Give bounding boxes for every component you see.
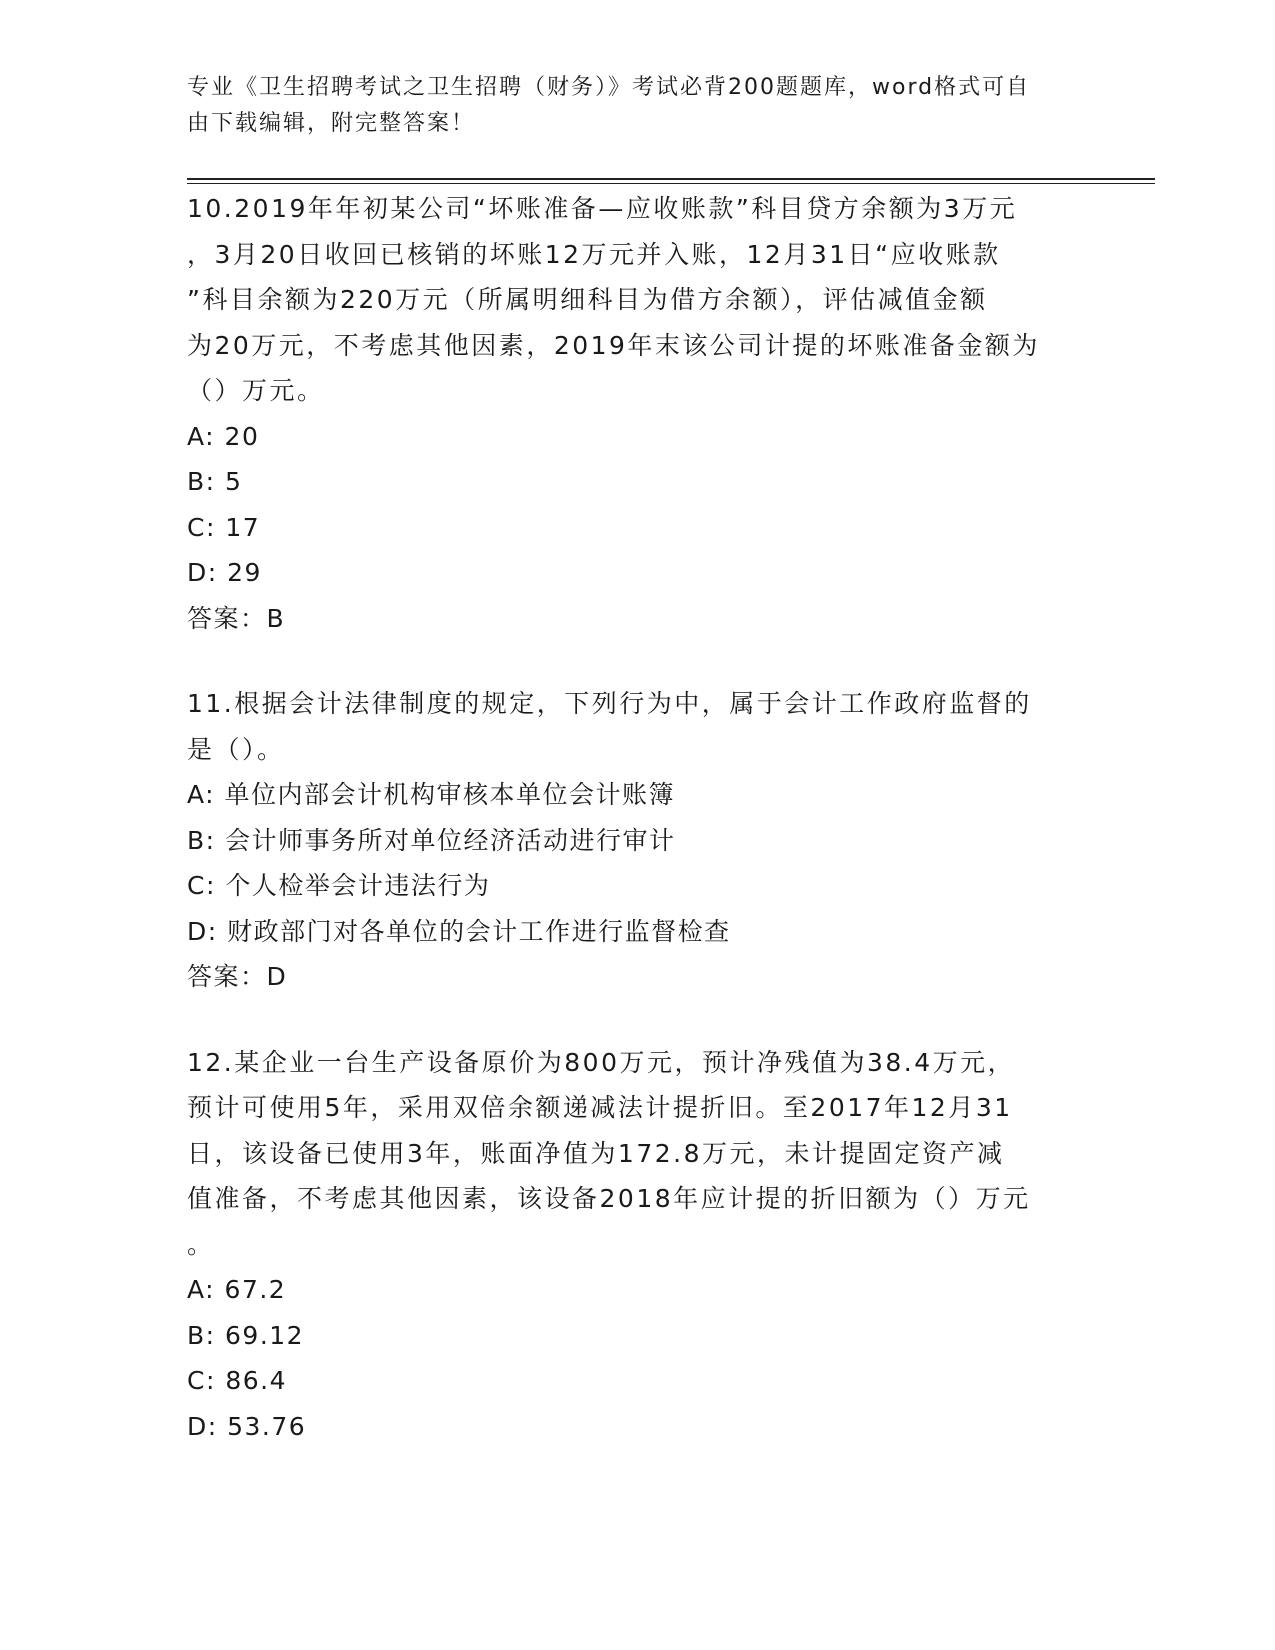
question-stem <box>187 681 1087 772</box>
stem-line: 。 <box>187 1229 215 1259</box>
header-divider-thin <box>187 183 1155 184</box>
document-header <box>187 70 1067 142</box>
option-c: C: 个人检举会计违法行为 <box>187 871 491 900</box>
question-12 <box>187 1040 1087 1450</box>
stem-line: ，3月20日收回已核销的坏账12万元并入账，12月31日“应收账款 <box>187 239 1001 269</box>
header-line-2: 由下载编辑，附完整答案！ <box>187 111 476 136</box>
option-d: D: 29 <box>187 558 262 587</box>
answer-line: 答案：D <box>187 962 288 991</box>
stem-line: 预计可使用5年，采用双倍余额递减法计提折旧。至2017年12月31 <box>187 1093 1013 1122</box>
stem-line: 日，该设备已使用3年，账面净值为172.8万元，未计提固定资产减 <box>187 1138 1005 1168</box>
header-line-1: 专业《卫生招聘考试之卫生招聘（财务）》考试必背200题题库，word格式可自 <box>187 75 1031 100</box>
option-b: B: 会计师事务所对单位经济活动进行审计 <box>187 825 676 855</box>
stem-line: 值准备，不考虑其他因素，该设备2018年应计提的折旧额为（）万元 <box>187 1184 1031 1213</box>
question-stem <box>187 1040 1087 1268</box>
option-a: A: 单位内部会计机构审核本单位会计账簿 <box>187 780 676 809</box>
stem-line: 10.2019年年初某公司“坏账准备—应收账款”科目贷方余额为3万元 <box>187 194 1018 223</box>
option-a: A: 20 <box>187 421 260 451</box>
option-b: B: 69.12 <box>187 1320 305 1350</box>
question-11 <box>187 681 1087 1000</box>
stem-line: （）万元。 <box>187 376 325 405</box>
header-divider-thick <box>187 178 1155 180</box>
stem-line: 为20万元，不考虑其他因素，2019年末该公司计提的坏账准备金额为 <box>187 330 1040 360</box>
option-a: A: 67.2 <box>187 1275 287 1304</box>
answer-line: 答案：B <box>187 603 286 633</box>
stem-line: 11.根据会计法律制度的规定，下列行为中，属于会计工作政府监督的 <box>187 689 1032 718</box>
option-d: D: 财政部门对各单位的会计工作进行监督检查 <box>187 916 731 946</box>
option-b: B: 5 <box>187 467 243 496</box>
option-d: D: 53.76 <box>187 1411 307 1441</box>
question-list <box>187 186 1087 1489</box>
stem-line: ”科目余额为220万元（所属明细科目为借方余额），评估减值金额 <box>187 285 988 314</box>
question-stem <box>187 186 1087 414</box>
option-c: C: 86.4 <box>187 1366 287 1395</box>
option-c: C: 17 <box>187 512 261 542</box>
question-10 <box>187 186 1087 641</box>
stem-line: 12.某企业一台生产设备原价为800万元，预计净残值为38.4万元， <box>187 1047 1016 1077</box>
stem-line: 是（）。 <box>187 734 285 764</box>
